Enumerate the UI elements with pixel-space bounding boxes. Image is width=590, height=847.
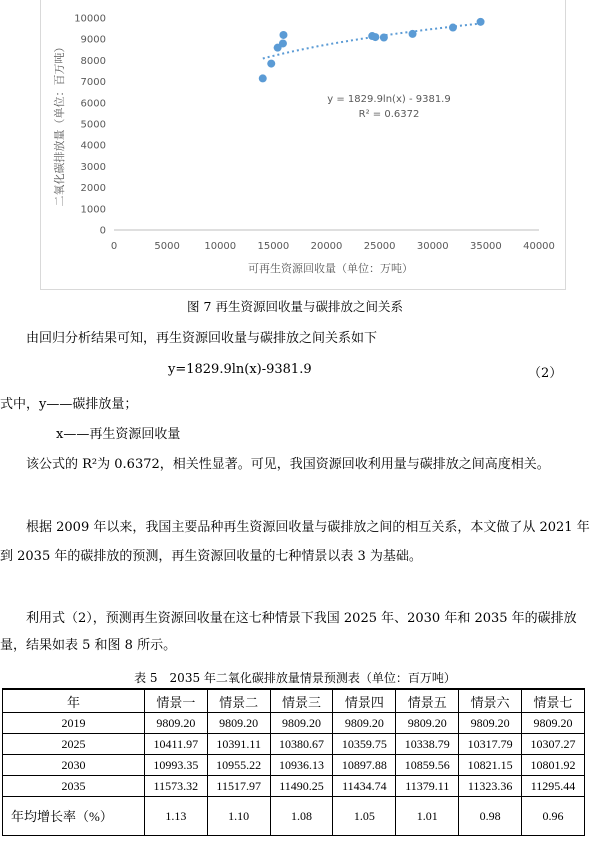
- y-tick-label: 4000: [80, 140, 106, 152]
- data-point: [371, 33, 379, 41]
- y-tick-label: 6000: [80, 98, 106, 110]
- x-definition: x——再生资源回收量: [56, 427, 181, 442]
- y-tick-label: 3000: [80, 161, 106, 173]
- equation-number: （2）: [528, 366, 563, 381]
- y-tick-label: 8000: [80, 55, 106, 67]
- table-row: [3, 734, 585, 755]
- table-cell: 11490.25: [270, 776, 333, 797]
- growth-rate-label: 年均增长率（%）: [3, 797, 145, 836]
- table-cell: 0.98: [459, 797, 522, 836]
- table-cell: 2019: [3, 713, 145, 734]
- table-cell: 10380.67: [270, 734, 333, 755]
- figure-caption: 图 7 再生资源回收量与碳排放之间关系: [187, 299, 403, 314]
- table-cell: 11517.97: [207, 776, 270, 797]
- scatter-chart: [40, 0, 566, 290]
- x-axis-title: 可再生资源回收量（单位：万吨）: [248, 262, 413, 275]
- table-cell: 10897.88: [333, 755, 396, 776]
- table-cell: 10338.79: [396, 734, 459, 755]
- header-scenario-4: 情景四: [333, 689, 396, 713]
- table-cell: 11573.32: [144, 776, 207, 797]
- table-cell: 10993.35: [144, 755, 207, 776]
- y-tick-label: 10000: [74, 13, 106, 25]
- trendline-equation: y = 1829.9ln(x) - 9381.9: [327, 94, 451, 105]
- table-cell: 0.96: [522, 797, 585, 836]
- table-cell: 10359.75: [333, 734, 396, 755]
- table-cell: 10936.13: [270, 755, 333, 776]
- table-cell: 2030: [3, 755, 145, 776]
- where-line: 式中，y——碳排放量；: [0, 397, 138, 412]
- data-point: [477, 18, 485, 26]
- y-tick-label: 5000: [80, 119, 106, 131]
- table-header-row: [3, 689, 585, 713]
- table-row: [3, 755, 585, 776]
- table-cell: 1.01: [396, 797, 459, 836]
- header-scenario-2: 情景二: [207, 689, 270, 713]
- table-cell: 10821.15: [459, 755, 522, 776]
- y-tick-label: 1000: [80, 204, 106, 216]
- table-cell: 11434.74: [333, 776, 396, 797]
- data-point: [449, 24, 457, 32]
- table-cell: 9809.20: [396, 713, 459, 734]
- table-cell: 9809.20: [207, 713, 270, 734]
- data-point: [259, 74, 267, 82]
- header-year: 年: [3, 689, 145, 713]
- equation: y=1829.9ln(x)-9381.9: [168, 362, 312, 377]
- table-cell: 9809.20: [144, 713, 207, 734]
- table-cell: 1.13: [144, 797, 207, 836]
- header-scenario-7: 情景七: [522, 689, 585, 713]
- x-tick-label: 35000: [469, 241, 502, 252]
- table-cell: 1.10: [207, 797, 270, 836]
- table-row: [3, 776, 585, 797]
- x-tick-label: 0: [110, 241, 118, 252]
- x-tick-label: 40000: [523, 241, 555, 252]
- chart-svg: [41, 0, 567, 290]
- data-point: [409, 30, 417, 38]
- y-axis-title: 二氧化碳排放量（单位：百万吨）: [53, 41, 66, 207]
- paragraph-forecast: 根据 2009 年以来，我国主要品种再生资源回收量与碳排放之间的相互关系，本文做了从 2021 年到 2035 年的碳排放的预测，再生资源回收量的七种情景以表 3 为基础。: [0, 520, 590, 564]
- table-row: [3, 713, 585, 734]
- data-point: [380, 34, 388, 42]
- table-cell: 2035: [3, 776, 145, 797]
- paragraph-r2: 该公式的 R²为 0.6372，相关性显著。可见，我国资源回收利用量与碳排放之间高度相关。: [26, 457, 550, 472]
- paragraph-result: 利用式（2），预测再生资源回收量在这七种情景下我国 2025 年、2030 年和 2035 年的碳排放量，结果如表 5 和图 8 所示。: [0, 611, 577, 653]
- table-cell: 10317.79: [459, 734, 522, 755]
- header-scenario-6: 情景六: [459, 689, 522, 713]
- table-caption: 表 5 2035 年二氧化碳排放量情景预测表（单位：百万吨）: [134, 671, 456, 685]
- table-cell: 9809.20: [333, 713, 396, 734]
- data-point: [279, 39, 287, 47]
- y-tick-label: 2000: [80, 183, 106, 195]
- trendline: [263, 24, 481, 59]
- header-scenario-3: 情景三: [270, 689, 333, 713]
- x-tick-label: 30000: [416, 241, 449, 252]
- table-cell: 1.05: [333, 797, 396, 836]
- trendline-r2: R² = 0.6372: [358, 109, 420, 120]
- paragraph-regression: 由回归分析结果可知，再生资源回收量与碳排放之间关系如下: [26, 331, 378, 346]
- data-point: [279, 31, 287, 39]
- y-tick-label: 0: [99, 225, 106, 237]
- x-tick-label: 20000: [310, 241, 343, 252]
- header-scenario-5: 情景五: [396, 689, 459, 713]
- table-cell: 9809.20: [459, 713, 522, 734]
- table-cell: 11323.36: [459, 776, 522, 797]
- x-tick-label: 15000: [257, 241, 290, 252]
- table-cell: 10411.97: [144, 734, 207, 755]
- table-cell: 11295.44: [522, 776, 585, 797]
- y-tick-label: 9000: [80, 34, 106, 46]
- table-cell: 10955.22: [207, 755, 270, 776]
- header-scenario-1: 情景一: [144, 689, 207, 713]
- x-tick-label: 10000: [204, 241, 237, 252]
- table-cell: 11379.11: [396, 776, 459, 797]
- table-cell: 10391.11: [207, 734, 270, 755]
- table-cell: 10801.92: [522, 755, 585, 776]
- table-cell: 10859.56: [396, 755, 459, 776]
- forecast-table: [2, 688, 585, 836]
- y-tick-label: 7000: [80, 77, 106, 89]
- table-cell: 9809.20: [522, 713, 585, 734]
- table-row-growth: [3, 797, 585, 836]
- x-tick-label: 25000: [363, 241, 396, 252]
- table-cell: 1.08: [270, 797, 333, 836]
- data-point: [267, 60, 275, 68]
- x-tick-label: 5000: [154, 241, 180, 252]
- table-cell: 10307.27: [522, 734, 585, 755]
- table-cell: 2025: [3, 734, 145, 755]
- table-cell: 9809.20: [270, 713, 333, 734]
